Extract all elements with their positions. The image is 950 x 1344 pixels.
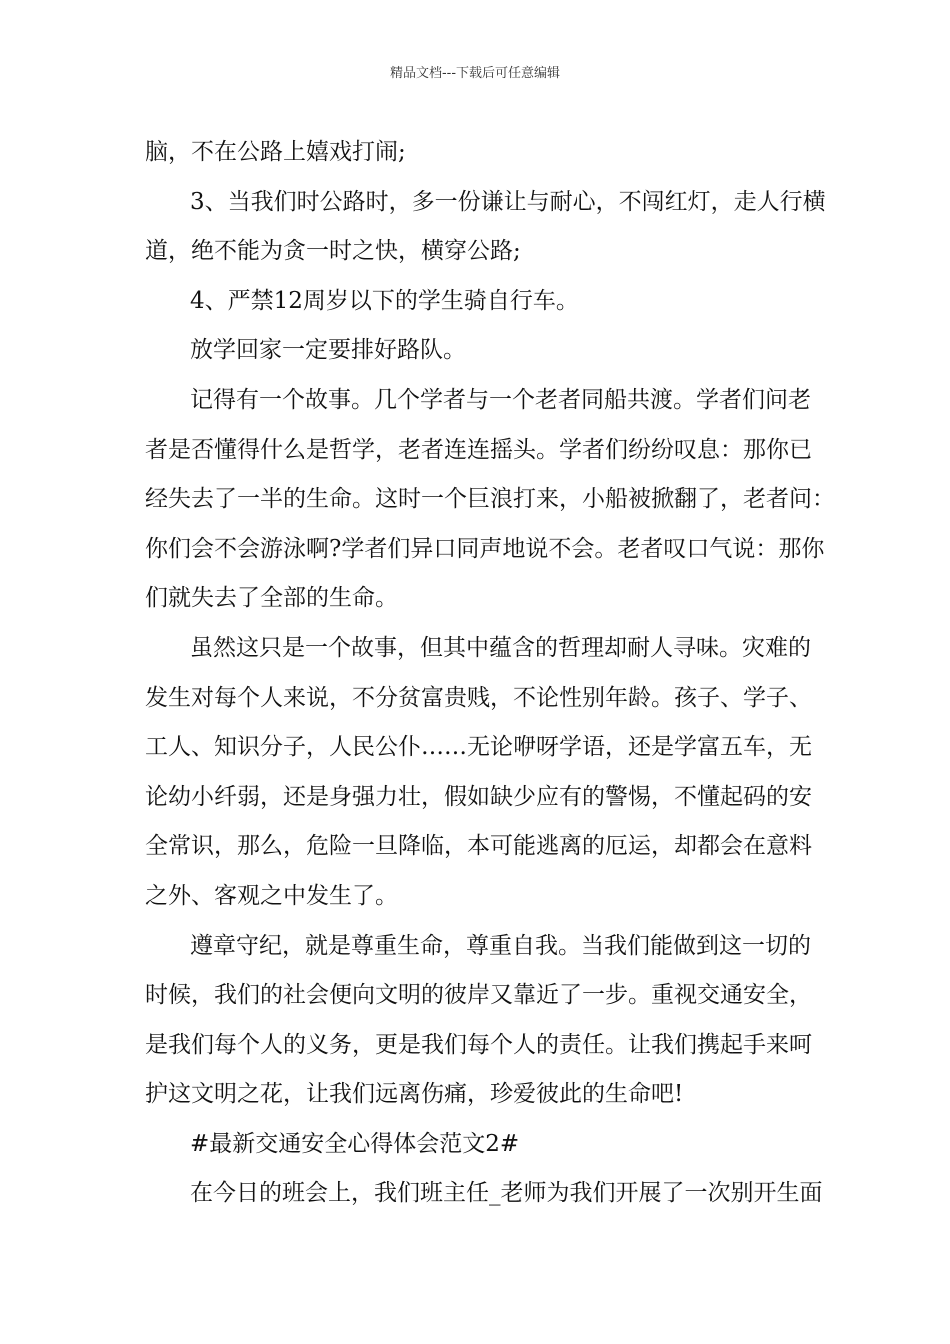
text-line: 之外、客观之中发生了。 xyxy=(145,882,398,909)
text-line: 者是否懂得什么是哲学，老者连连摇头。学者们纷纷叹息：那你已 xyxy=(145,436,812,463)
text-line: 工人、知识分子，人民公仆……无论咿呀学语，还是学富五车，无 xyxy=(145,734,812,761)
text-line: 遵章守纪，就是尊重生命，尊重自我。当我们能做到这一切的 xyxy=(190,932,811,959)
text-line: 时候，我们的社会便向文明的彼岸又靠近了一步。重视交通安全， xyxy=(145,982,812,1009)
document-body xyxy=(145,128,835,1219)
text-line: 记得有一个故事。几个学者与一个老者同船共渡。学者们问老 xyxy=(190,386,811,413)
text-line: 论幼小纤弱，还是身强力壮，假如缺少应有的警惕，不懂起码的安 xyxy=(145,783,812,810)
text-line: 是我们每个人的义务，更是我们每个人的责任。让我们携起手来呵 xyxy=(145,1031,812,1058)
text-line: 3、当我们时公路时，多一份谦让与耐心，不闯红灯，走人行横 xyxy=(190,188,826,215)
text-line: 你们会不会游泳啊?学者们异口同声地说不会。老者叹口气说：那你 xyxy=(145,535,825,562)
text-line: 4、严禁12周岁以下的学生骑自行车。 xyxy=(190,287,579,314)
text-line: 在今日的班会上，我们班主任_老师为我们开展了一次别开生面 xyxy=(190,1180,823,1207)
text-line: 们就失去了全部的生命。 xyxy=(145,585,398,612)
text-line: 护这文明之花，让我们远离伤痛，珍爱彼此的生命吧! xyxy=(145,1081,684,1108)
text-line: 脑，不在公路上嬉戏打闹; xyxy=(145,139,406,165)
text-line: 放学回家一定要排好路队。 xyxy=(190,337,466,364)
text-line: 发生对每个人来说，不分贫富贵贱，不论性别年龄。孩子、学子、 xyxy=(145,684,812,711)
text-line: 全常识，那么，危险一旦降临，本可能逃离的厄运，却都会在意料 xyxy=(145,833,812,860)
text-line: 道，绝不能为贪一时之快，横穿公路; xyxy=(145,238,521,265)
text-line: 虽然这只是一个故事，但其中蕴含的哲理却耐人寻味。灾难的 xyxy=(190,634,811,661)
page-header: 精品文档---下载后可任意编辑 xyxy=(389,66,561,81)
text-line: 经失去了一半的生命。这时一个巨浪打来，小船被掀翻了，老者问： xyxy=(145,486,835,513)
section-heading: #最新交通安全心得体会范文2# xyxy=(190,1130,520,1157)
